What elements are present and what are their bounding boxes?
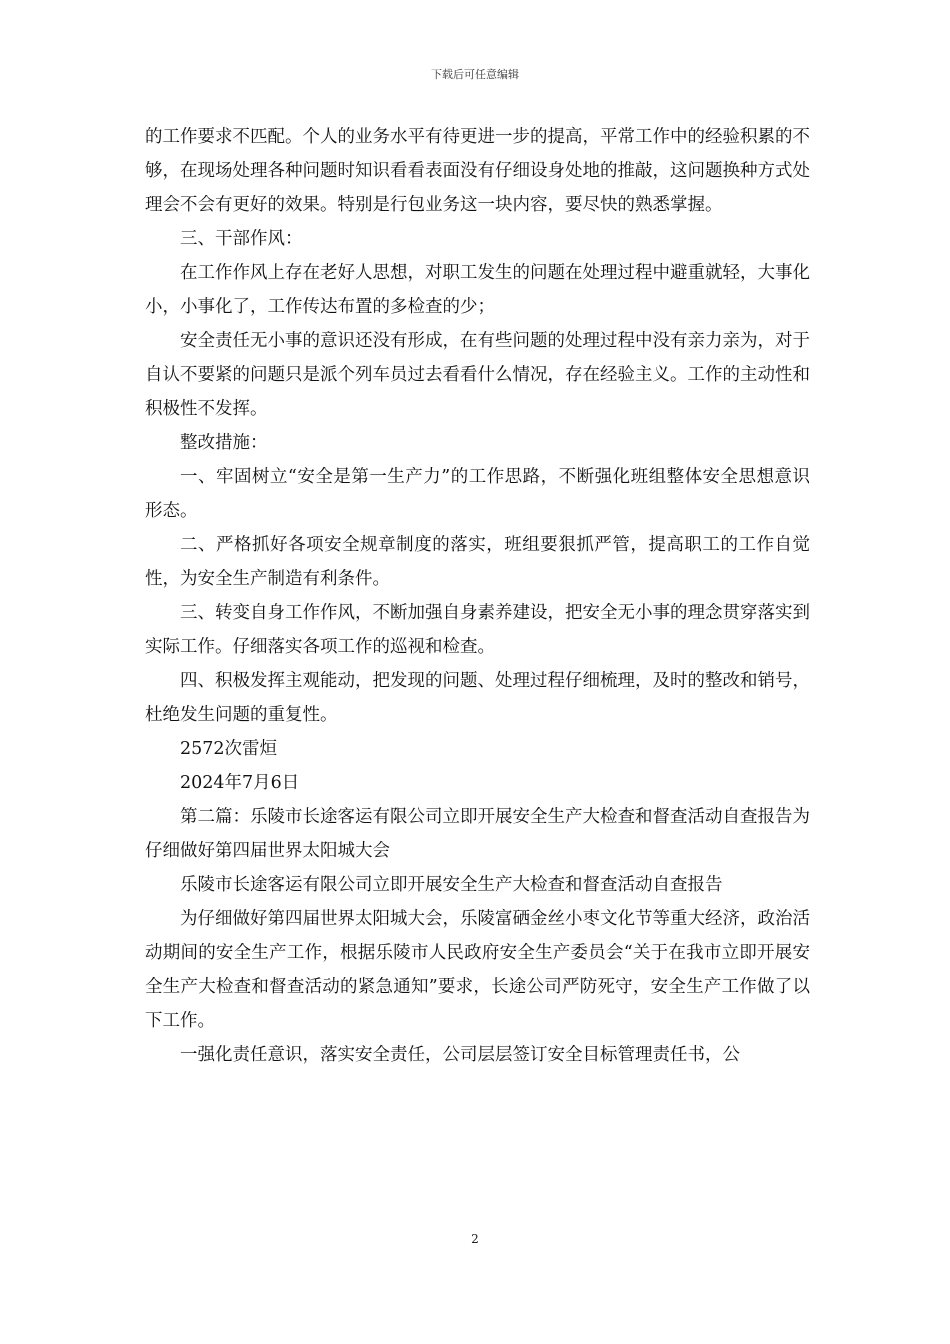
measure-item-4: 四、积极发挥主观能动，把发现的问题、处理过程仔细梳理，及时的整改和销号，杜绝发生问题的重复性。 (145, 671, 810, 725)
section-heading-rectification: 整改措施： (180, 433, 268, 453)
paragraph-safety-awareness: 安全责任无小事的意识还没有形成，在有些问题的处理过程中没有亲力亲为，对于自认不要紧的问题只是派个列车员过去看看什么情况，存在经验主义。工作的主动性和积极性不发挥。 (145, 331, 810, 419)
document-body (145, 120, 810, 1072)
second-article-intro: 为仔细做好第四届世界太阳城大会，乐陵富硒金丝小枣文化节等重大经济，政治活动期间的安全生产工作，根据乐陵市人民政府安全生产委员会“关于在我市立即开展安全生产大检查和督查活动的紧急通知”要求，长途公司严防死守，安全生产工作做了以下工作。 (145, 909, 810, 1031)
measure-item-1: 一、牢固树立“安全是第一生产力”的工作思路，不断强化班组整体安全思想意识形态。 (145, 467, 810, 521)
paragraph-continuation: 的工作要求不匹配。个人的业务水平有待更进一步的提高，平常工作中的经验积累的不够，在现场处理各种问题时知识看看表面没有仔细设身处地的推敲，这问题换种方式处理会不会有更好的效果。特别是行包业务这一块内容，要尽快的熟悉掌握。 (145, 127, 810, 215)
signature-name: 2572次雷烜 (180, 739, 278, 759)
measure-item-3: 三、转变自身工作作风，不断加强自身素养建设，把安全无小事的理念贯穿落实到实际工作。仔细落实各项工作的巡视和检查。 (145, 603, 810, 657)
signature-date: 2024年7月6日 (180, 773, 300, 793)
section-heading-cadre-style: 三、干部作风： (180, 229, 303, 249)
paragraph-work-style: 在工作作风上存在老好人思想，对职工发生的问题在处理过程中避重就轻，大事化小，小事化了，工作传达布置的多检查的少； (145, 263, 810, 317)
second-article-title: 乐陵市长途客运有限公司立即开展安全生产大检查和督查活动自查报告 (180, 875, 723, 895)
measure-item-2: 二、严格抓好各项安全规章制度的落实，班组要狠抓严管，提高职工的工作自觉性，为安全生产制造有利条件。 (145, 535, 810, 589)
page-header: 下载后可任意编辑 (431, 68, 519, 81)
page-number: 2 (471, 1232, 479, 1246)
second-article-item-1: 一强化责任意识，落实安全责任，公司层层签订安全目标管理责任书，公 (180, 1045, 740, 1065)
second-article-heading: 第二篇：乐陵市长途客运有限公司立即开展安全生产大检查和督查活动自查报告为仔细做好第四届世界太阳城大会 (145, 807, 810, 861)
